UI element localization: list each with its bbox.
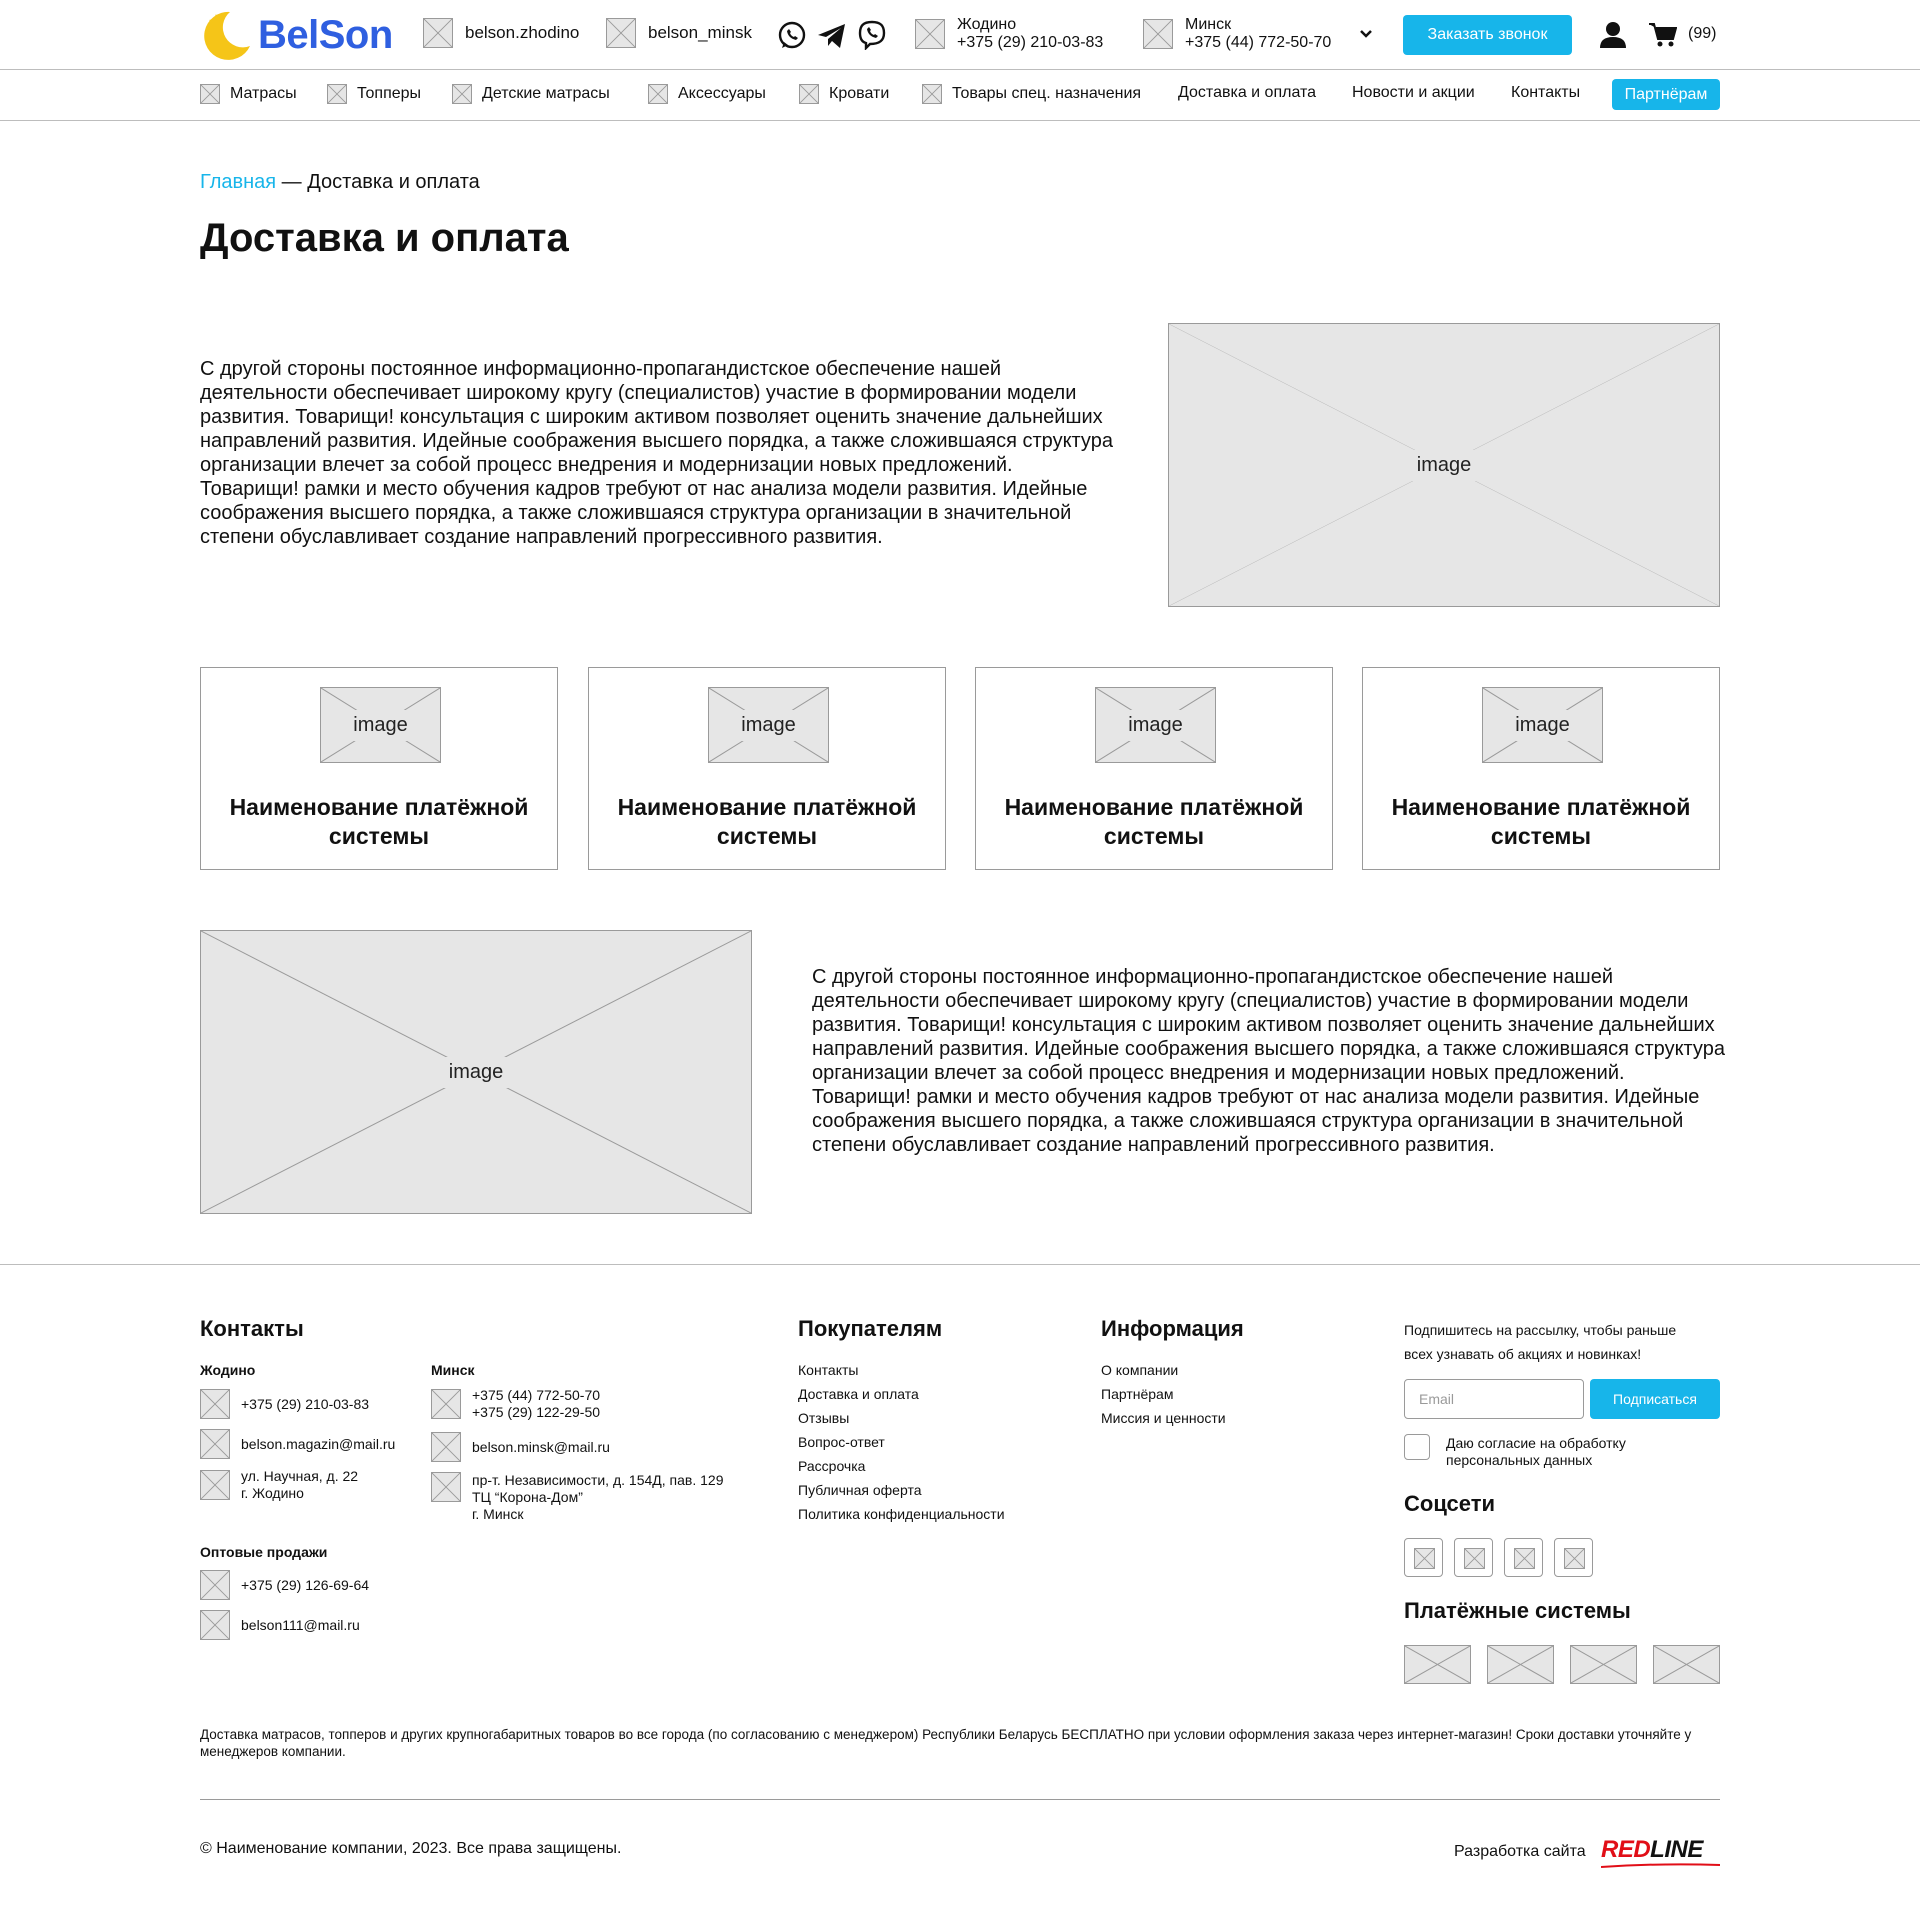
zhodino-address-line: ул. Научная, д. 22 [241,1468,359,1484]
moon-logo-icon [200,8,252,62]
social-link[interactable] [1554,1538,1593,1577]
wholesale-email[interactable] [200,1610,360,1640]
footer-buyers-title: Покупателям [798,1316,943,1341]
footer-link-about[interactable]: О компании [1101,1362,1179,1378]
location-icon [431,1472,461,1502]
mattress-icon [200,84,220,104]
instagram-minsk-link[interactable] [606,18,752,48]
social-icon [1514,1548,1535,1569]
phone-zhodino-number: +375 (29) 210-03-83 [957,34,1104,51]
header-top [0,0,1920,70]
social-icon [1464,1548,1485,1569]
special-goods-icon [922,84,942,104]
minsk-address-line: ТЦ “Корона-Дом” [472,1489,583,1505]
zhodino-title: Жодино [200,1362,256,1378]
minsk-email[interactable] [431,1432,610,1462]
consent-checkbox[interactable] [1404,1434,1430,1460]
main-nav [0,70,1920,121]
page-title: Доставка и оплата [200,216,569,260]
social-link[interactable] [1454,1538,1493,1577]
nav-item-mattresses[interactable] [200,84,297,104]
instagram-zhodino-label: belson.zhodino [465,23,580,42]
wholesale-title: Оптовые продажи [200,1544,328,1560]
wholesale-phone[interactable] [200,1570,369,1600]
logo-text: BelSon [258,12,393,57]
instagram-minsk-label: belson_minsk [648,23,752,42]
zhodino-email[interactable] [200,1429,395,1459]
cart-count: (99) [1688,25,1717,42]
developer-label: Разработка сайта [1454,1843,1586,1860]
payment-image-placeholder [708,687,829,763]
image-placeholder [1168,323,1720,607]
phone-icon [1143,19,1173,49]
zhodino-email-text: belson.magazin@mail.ru [241,1435,396,1452]
image-label: image [1118,710,1192,741]
email-icon [431,1432,461,1462]
nav-item-special-goods[interactable] [922,84,1141,104]
zhodino-phone-text: +375 (29) 210-03-83 [241,1395,370,1412]
payment-card-title: Наименование платёжной системы [617,794,917,849]
bed-icon [799,84,819,104]
footer-link-offer[interactable]: Публичная оферта [798,1482,922,1498]
email-icon [200,1610,230,1640]
payment-logo-placeholder [1487,1645,1554,1684]
redline-logo-black: LINE [1650,1836,1703,1863]
city-zhodino: Жодино [957,16,1017,33]
redline-underline-icon [1601,1863,1720,1868]
nav-link-contacts[interactable]: Контакты [1511,84,1581,101]
city-minsk: Минск [1185,16,1232,33]
nav-item-toppers[interactable] [327,84,421,104]
phone-icon [431,1389,461,1419]
minsk-address-line: г. Минск [472,1506,524,1522]
minsk-email-text: belson.minsk@mail.ru [472,1438,610,1455]
wholesale-email-text: belson111@mail.ru [241,1616,360,1633]
payment-card-title: Наименование платёжной системы [1391,794,1691,849]
social-icon [1564,1548,1585,1569]
wholesale-phone-text: +375 (29) 126-69-64 [241,1576,370,1593]
footer-link-mission[interactable]: Миссия и ценности [1101,1410,1226,1426]
logo[interactable] [200,8,393,62]
nav-link-news[interactable]: Новости и акции [1352,84,1475,101]
footer-divider [0,1264,1920,1265]
minsk-phone-text: +375 (29) 122-29-50 [472,1404,601,1420]
nav-item-label: Матрасы [230,85,297,102]
instagram-icon [423,18,453,48]
chevron-down-icon[interactable] [1359,29,1373,39]
nav-item-label: Кровати [829,85,890,102]
phone-icon [915,19,945,49]
footer-link-contacts[interactable]: Контакты [798,1362,859,1378]
footer-info-title: Информация [1101,1316,1244,1341]
copyright: © Наименование компании, 2023. Все права защищены. [200,1840,622,1857]
social-link[interactable] [1504,1538,1543,1577]
payment-card[interactable] [1362,667,1720,870]
accessories-icon [648,84,668,104]
email-icon [200,1429,230,1459]
image-label: image [731,710,805,741]
breadcrumb [200,171,480,194]
location-icon [200,1470,230,1500]
phone-minsk[interactable] [1143,16,1331,52]
footer-contacts-title: Контакты [200,1316,304,1341]
minsk-phone-text: +375 (44) 772-50-70 [472,1387,601,1403]
footer-link-delivery[interactable]: Доставка и оплата [798,1386,919,1402]
whatsapp-icon[interactable] [777,21,807,51]
breadcrumb-separator: — [276,171,308,193]
zhodino-address [200,1468,358,1502]
nav-item-accessories[interactable] [648,84,766,104]
nav-item-label: Топперы [357,85,422,102]
image-placeholder [200,930,752,1214]
zhodino-phone[interactable] [200,1389,369,1419]
footer-link-installment[interactable]: Рассрочка [798,1458,866,1474]
kids-mattress-icon [452,84,472,104]
redline-logo-red: RED [1601,1836,1651,1863]
nav-item-kids-mattresses[interactable] [452,84,610,104]
partners-button[interactable]: Партнёрам [1612,79,1720,110]
image-label: image [1505,710,1579,741]
payment-logo-placeholder [1570,1645,1637,1684]
payment-card-title: Наименование платёжной системы [229,794,529,849]
minsk-address [431,1472,723,1523]
footer-link-faq[interactable]: Вопрос-ответ [798,1434,885,1450]
phone-icon [200,1570,230,1600]
image-label: image [343,710,417,741]
intro-paragraph: С другой стороны постоянное информационно-пропагандистское обеспечение нашей деятельности обеспечивает широкому кругу (специалистов) участие в формировании модели развития. Товарищи! консультация с широким активом позволяет оценить значение дальнейших направлений развития. Идейные соображения высшего порядка, а также сложившаяся структура организации влечет за собой процесс внедрения и модернизации новых предложений. Товарищи! рамки и место обучения кадров требуют от нас анализа модели развития. Идейные соображения высшего порядка, а также сложившаяся структура организации в значительной степени обуславливает создание направлений прогрессивного развития. [200,358,1113,548]
email-input[interactable] [1404,1379,1584,1419]
zhodino-address-line: г. Жодино [241,1485,304,1501]
subscribe-text [1404,1318,1676,1366]
consent-label [1446,1435,1626,1469]
footer-link-partners[interactable]: Партнёрам [1101,1386,1174,1402]
phone-minsk-number: +375 (44) 772-50-70 [1185,34,1332,51]
social-icon [1414,1548,1435,1569]
cart-icon[interactable] [1649,22,1677,48]
subscribe-button[interactable]: Подписаться [1590,1379,1720,1419]
telegram-icon[interactable] [817,22,847,50]
subscribe-text-line: всех узнавать об акциях и новинках! [1404,1346,1642,1362]
viber-icon[interactable] [857,20,887,50]
instagram-icon [606,18,636,48]
image-label: image [1407,450,1481,481]
payment-card[interactable] [975,667,1333,870]
payment-logo-placeholder [1404,1645,1471,1684]
footer-link-reviews[interactable]: Отзывы [798,1410,850,1426]
instagram-zhodino-link[interactable] [423,18,579,48]
phone-icon [200,1389,230,1419]
redline-logo[interactable] [1601,1836,1703,1864]
payment-image-placeholder [320,687,441,763]
minsk-address-line: пр-т. Независимости, д. 154Д, пав. 129 [472,1472,724,1488]
user-icon[interactable] [1600,21,1626,48]
nav-item-label: Товары спец. назначения [952,85,1142,102]
second-paragraph: С другой стороны постоянное информационно-пропагандистское обеспечение нашей деятельности обеспечивает широкому кругу (специалистов) участие в формировании модели развития. Товарищи! консультация с широким активом позволяет оценить значение дальнейших направлений развития. Идейные соображения высшего порядка, а также сложившаяся структура организации влечет за собой процесс внедрения и модернизации новых предложений. Товарищи! рамки и место обучения кадров требуют от нас анализа модели развития. Идейные соображения высшего порядка, а также сложившаяся структура организации в значительной степени обуславливает создание направлений прогрессивного развития. [812,966,1725,1156]
topper-icon [327,84,347,104]
footer-link-privacy[interactable]: Политика конфиденциальности [798,1506,1005,1522]
nav-item-label: Аксессуары [678,85,766,102]
subscribe-text-line: Подпишитесь на рассылку, чтобы раньше [1404,1322,1677,1338]
order-call-button[interactable]: Заказать звонок [1403,15,1572,55]
nav-item-label: Детские матрасы [482,85,610,102]
payment-card[interactable] [588,667,946,870]
payment-card[interactable] [200,667,558,870]
nav-item-beds[interactable] [799,84,889,104]
minsk-phones[interactable] [431,1387,600,1421]
delivery-note: Доставка матрасов, топперов и других крупногабаритных товаров во все города (по согласованию с менеджером) Республики Беларусь БЕСПЛАТНО при условии оформления заказа через интернет-магазин! Сроки доставки уточняйте у менеджеров компании. [200,1727,1692,1759]
minsk-title: Минск [431,1362,475,1378]
payment-image-placeholder [1095,687,1216,763]
footer-bottom-divider [200,1799,1720,1800]
payment-image-placeholder [1482,687,1603,763]
breadcrumb-current: Доставка и оплата [307,171,480,193]
consent-label-line: персональных данных [1446,1452,1593,1468]
nav-link-delivery[interactable]: Доставка и оплата [1178,84,1317,101]
payment-logo-placeholder [1653,1645,1720,1684]
phone-zhodino[interactable] [915,16,1103,52]
consent-label-line: Даю согласие на обработку [1446,1435,1626,1451]
image-label: image [439,1057,513,1088]
payments-title: Платёжные системы [1404,1598,1631,1623]
social-link[interactable] [1404,1538,1443,1577]
payment-card-title: Наименование платёжной системы [1004,794,1304,849]
social-title: Соцсети [1404,1491,1496,1516]
breadcrumb-home-link[interactable]: Главная [200,171,277,193]
